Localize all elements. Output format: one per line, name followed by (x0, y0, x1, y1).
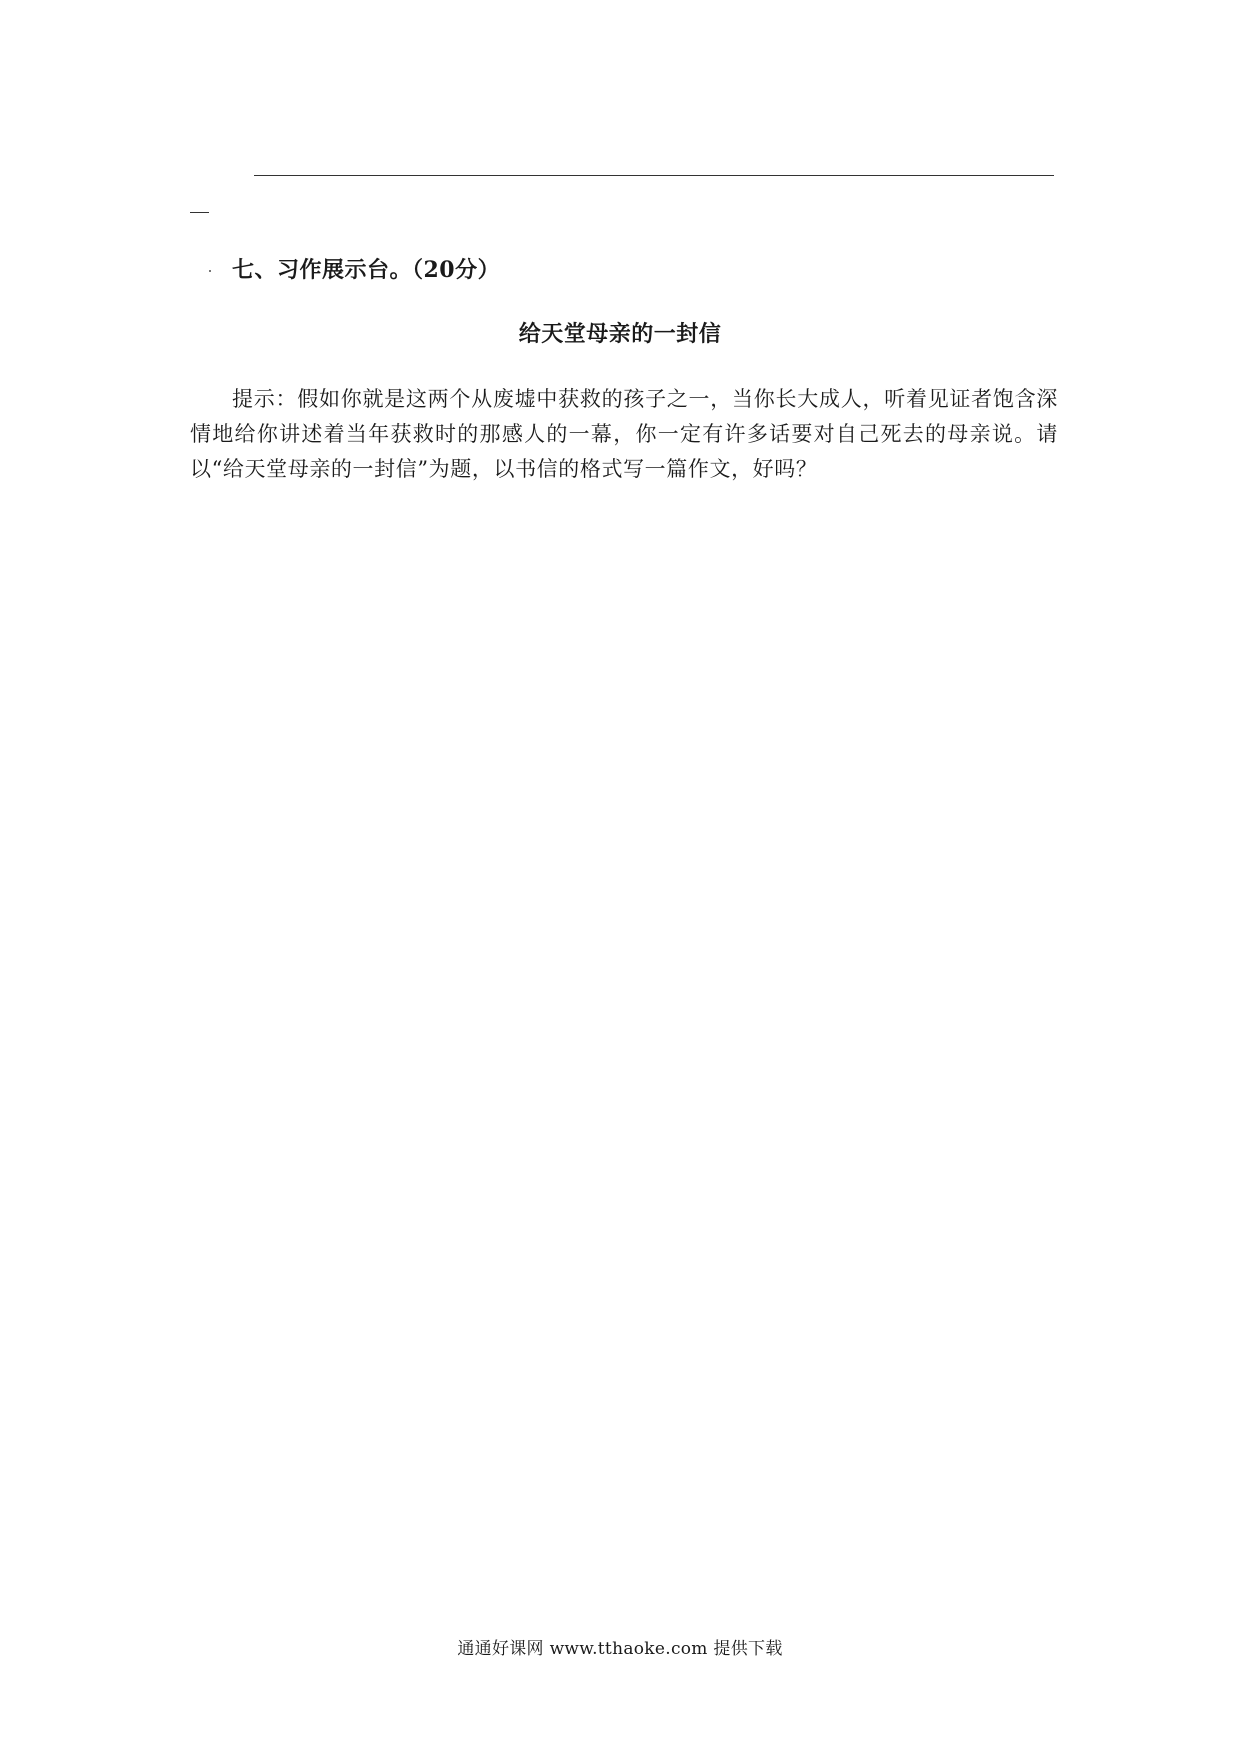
answer-line (254, 175, 1054, 176)
stray-mark (209, 270, 211, 272)
answer-line-stub (190, 212, 209, 213)
section-heading: 七、习作展示台。（20分） (232, 257, 501, 283)
essay-prompt: 提示：假如你就是这两个从废墟中获救的孩子之一，当你长大成人，听着见证者饱含深情地给你讲述着当年获救时的那感人的一幕，你一定有许多话要对自己死去的母亲说。请以“给天堂母亲的一封信”为题，以书信的格式写一篇作文，好吗？ (190, 387, 1058, 481)
footer-credit: 通通好课网 www.tthaoke.com 提供下载 (457, 1639, 783, 1659)
essay-title: 给天堂母亲的一封信 (518, 321, 722, 347)
